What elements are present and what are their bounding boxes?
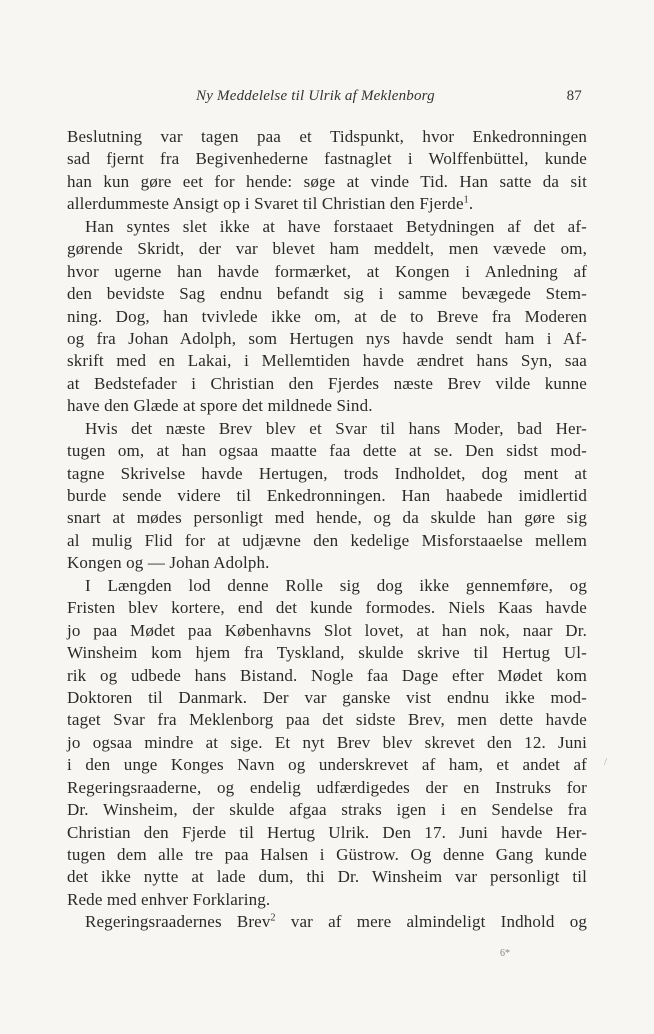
text-line: I Længden lod denne Rolle sig dog ikke gennemføre, og — [85, 575, 587, 595]
footnote-mark: 1 — [463, 194, 469, 206]
page-number: 87 — [566, 88, 582, 104]
text-line: det ikke nytte at lade dum, thi Dr. Winsheim var personligt til — [67, 867, 587, 887]
text-line: snart at mødes personligt med hende, og da skulde han gøre sig — [67, 508, 587, 528]
footnote-mark: 2 — [270, 912, 276, 924]
text-line: Fristen blev kortere, end det kunde formodes. Niels Kaas havde — [67, 598, 587, 618]
text-line: i den unge Konges Navn og underskrevet af ham, et andet af — [67, 755, 587, 775]
body-text — [67, 126, 587, 934]
text-line: allerdummeste Ansigt op i Svaret til Christian den Fjerde$^1$. — [67, 194, 474, 214]
text-line: Regeringsraaderne, og endelig udfærdigedes der en Instruks for — [67, 777, 587, 797]
running-head-title: Ny Meddelelse til Ulrik af Meklenborg — [196, 88, 435, 104]
text-line: og fra Johan Adolph, som Hertugen nys havde sendt ham i Af- — [67, 328, 587, 348]
text-line: Han syntes slet ikke at have forstaaet Betydningen af det af- — [85, 216, 587, 236]
text-line: sad fjernt fra Begivenhederne fastnaglet i Wolffenbüttel, kunde — [67, 149, 587, 169]
text-line: burde sende videre til Enkedronningen. Han haabede imidlertid — [67, 486, 587, 505]
text-line: jo ogsaa mindre at sige. Et nyt Brev blev skrevet den 12. Juni — [67, 732, 587, 752]
text-line: hvor ugerne han havde formærket, at Kongen i Anledning af — [67, 261, 587, 281]
text-line — [67, 911, 587, 933]
text-line: tugen dem alle tre paa Halsen i Güstrow. Og denne Gang kunde — [67, 845, 587, 864]
text-line: den bevidste Sag endnu befandt sig i samme bevægede Stem- — [67, 284, 587, 304]
text-line: han kun gøre eet for hende: søge at vinde Tid. Han satte da sit — [67, 171, 587, 191]
text-line: tugen om, at han ogsaa maatte faa dette at se. Den sidst mod- — [67, 441, 587, 461]
text-line: gørende Skridt, der var blevet ham meddelt, men vævede om, — [67, 239, 587, 259]
text-line: at Bedstefader i Christian den Fjerdes næste Brev vilde kunne — [67, 373, 587, 393]
text-line: Kongen og — Johan Adolph. — [67, 553, 270, 573]
text-line: ning. Dog, han tvivlede ikke om, at de to Breve fra Moderen — [67, 306, 587, 326]
text-line: tagne Skrivelse havde Hertugen, trods Indholdet, dog ment at — [67, 463, 587, 483]
text-line: Winsheim kom hjem fra Tyskland, skulde skrive til Hertug Ul- — [67, 643, 587, 663]
text-line-content: allerdummeste Ansigt op i Svaret til Christian den Fjerde — [67, 194, 464, 214]
signature-mark: 6* — [500, 948, 510, 959]
text-line-content: var af mere almindeligt Indhold og — [290, 912, 588, 932]
text-line: taget Svar fra Meklenborg paa det sidste Brev, men dette havde — [67, 710, 587, 730]
text-line: Dr. Winsheim, der skulde afgaa straks igen i en Sendelse fra — [67, 800, 587, 820]
text-line: skrift med en Lakai, i Mellemtiden havde ændret hans Syn, saa — [67, 351, 587, 371]
text-line: have den Glæde at spore det mildnede Sind. — [67, 396, 373, 416]
text-line: Rede med enhver Forklaring. — [67, 889, 271, 909]
text-line: Hvis det næste Brev blev et Svar til hans Moder, bad Her- — [85, 418, 587, 438]
text-line-content: Regeringsraadernes Brev — [85, 912, 271, 932]
text-line: Beslutning var tagen paa et Tidspunkt, hvor Enkedronningen — [67, 127, 587, 146]
text-line: Doktoren til Danmark. Der var ganske vist endnu ikke mod- — [67, 687, 587, 707]
margin-mark: / — [604, 756, 608, 768]
running-head — [196, 88, 582, 108]
text-line: rik og udbede hans Bistand. Nogle faa Dage efter Mødet kom — [67, 665, 587, 685]
text-line: jo paa Mødet paa Københavns Slot lovet, at han nok, naar Dr. — [67, 620, 587, 640]
text-line: al mulig Flid for at udjævne den kedelige Misforstaaelse mellem — [67, 530, 587, 550]
text-line: Christian den Fjerde til Hertug Ulrik. Den 17. Juni havde Her- — [67, 822, 587, 842]
